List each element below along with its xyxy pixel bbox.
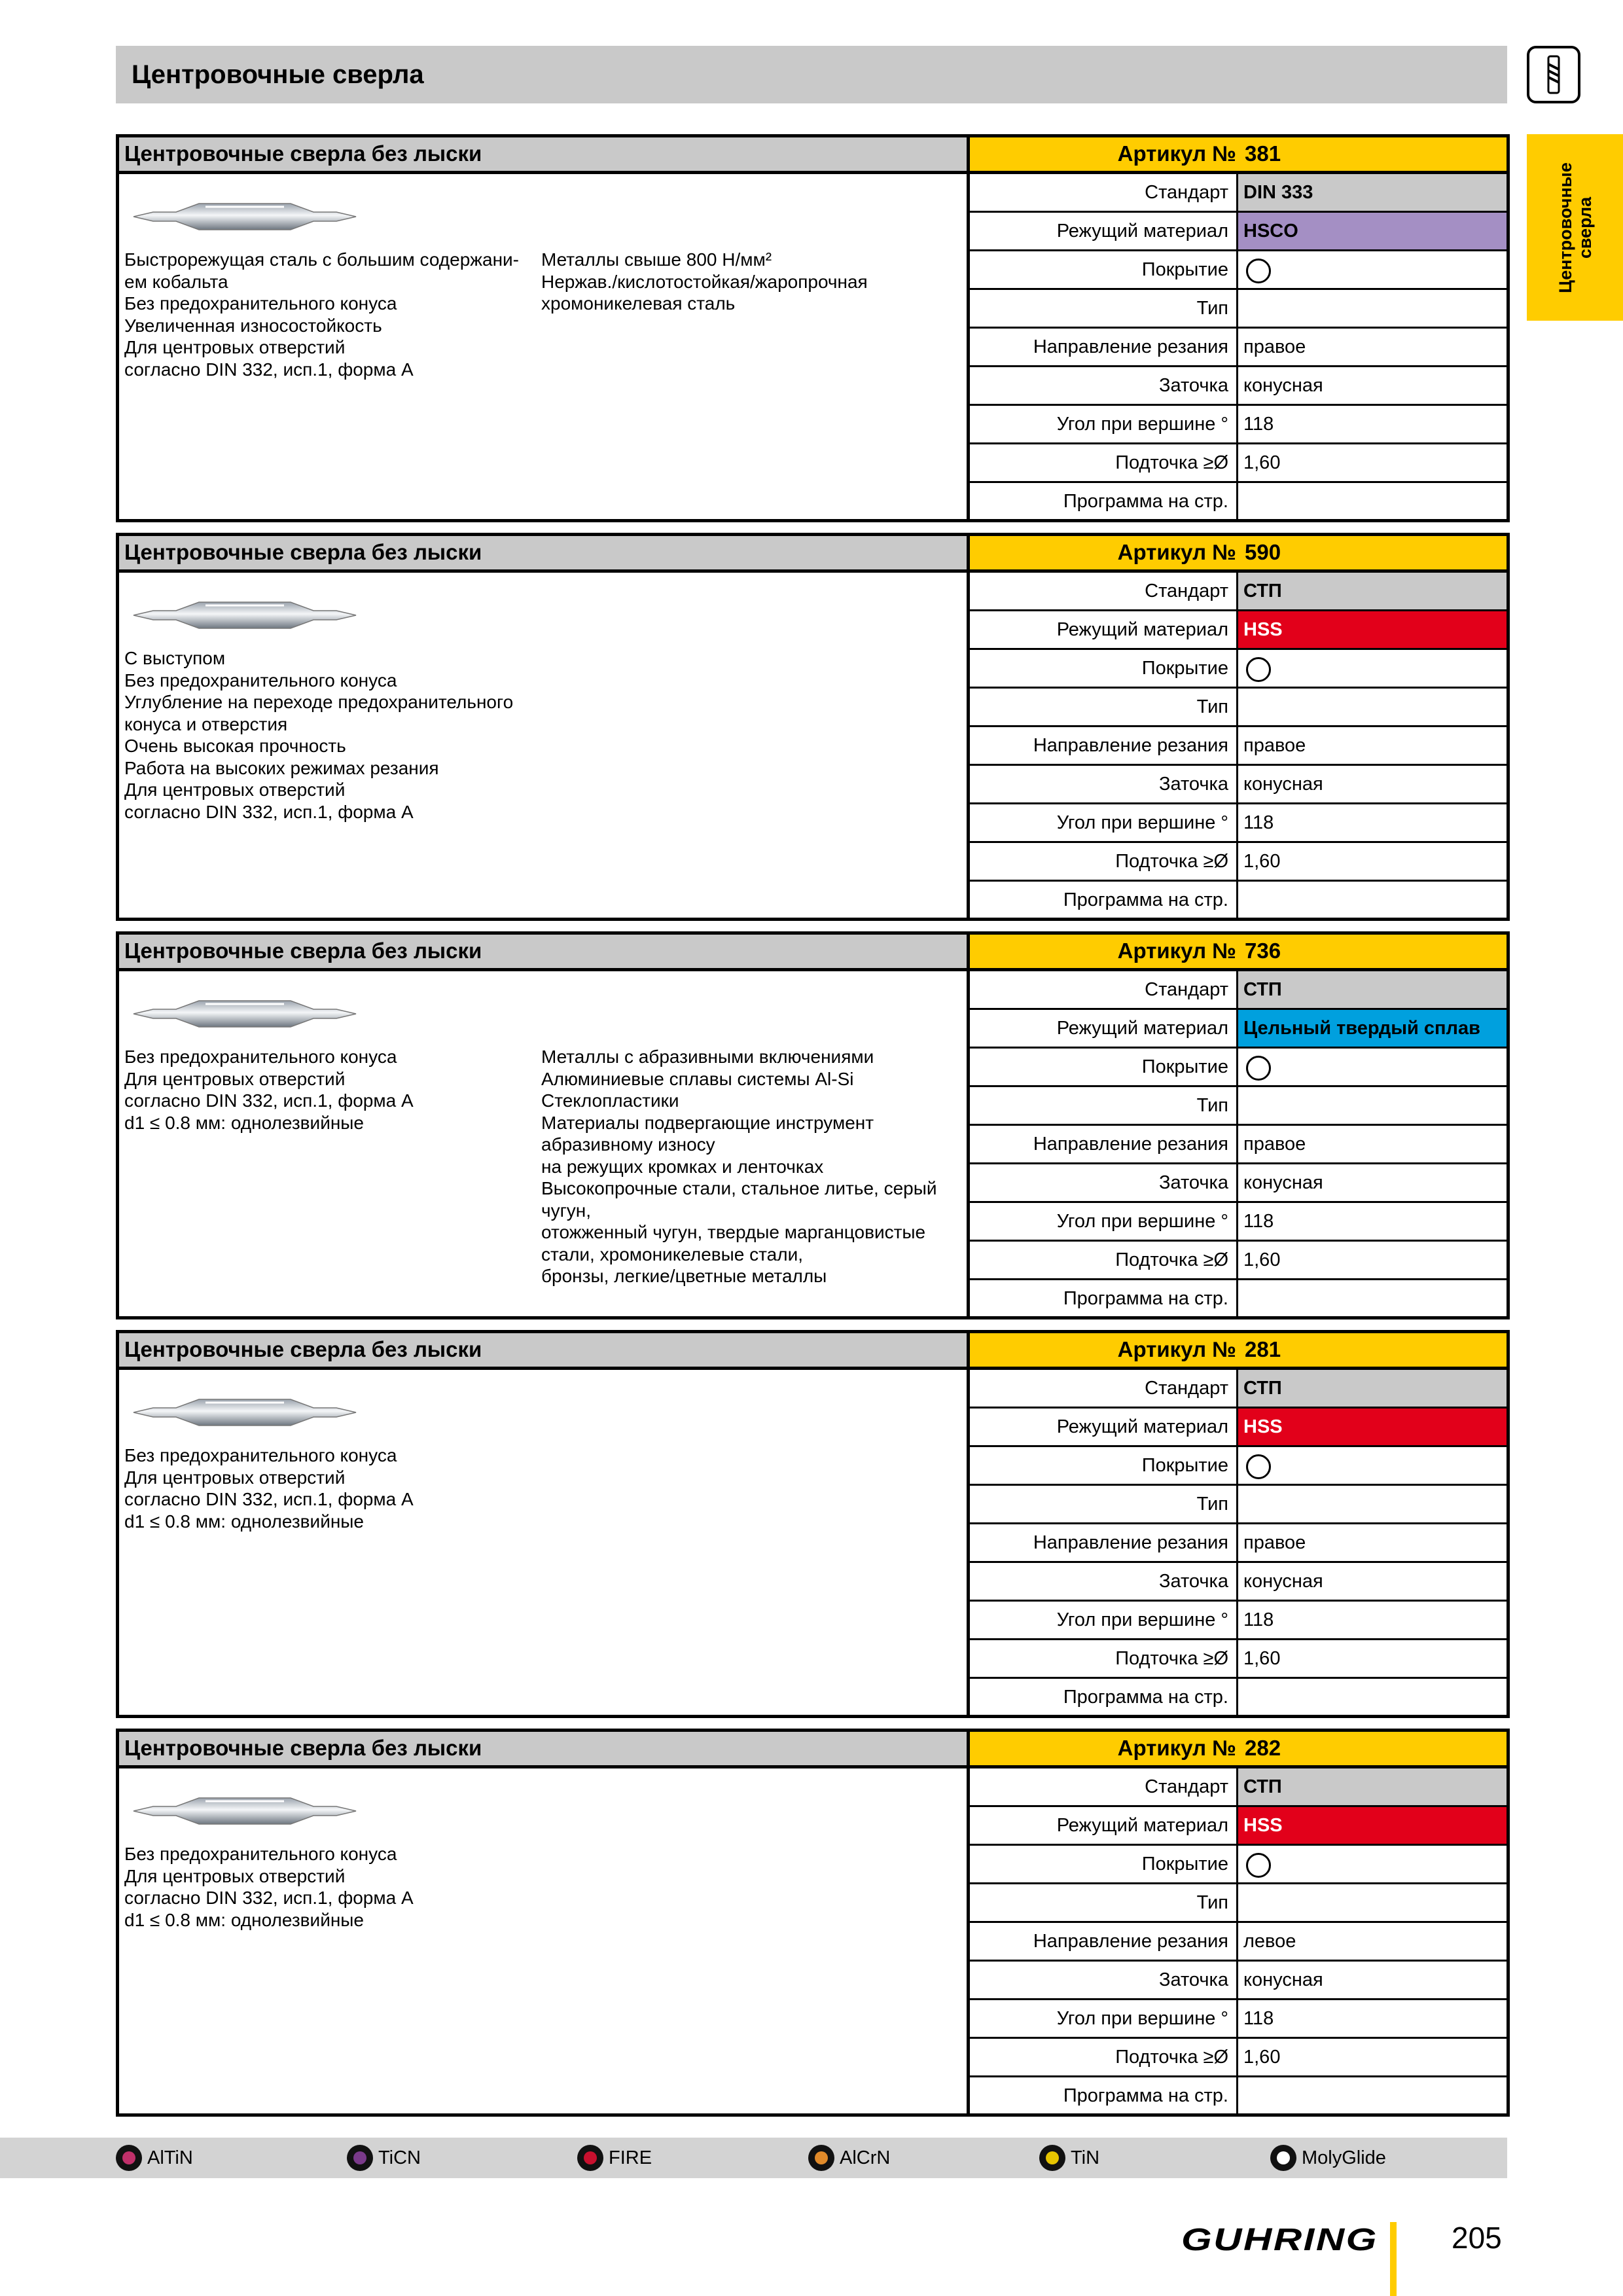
description-line: Металлы с абразивными включениями — [541, 1047, 874, 1067]
legend-label: TiCN — [378, 2147, 421, 2168]
spec-value: HSS — [1238, 1408, 1507, 1445]
spec-row-cutting-material — [970, 1408, 1507, 1447]
description-line: Алюминиевые сплавы системы Al-Si — [541, 1068, 854, 1089]
spec-value: 1,60 — [1243, 2047, 1281, 2068]
spec-value: СТП — [1238, 971, 1507, 1008]
description-line: согласно DIN 332, исп.1, форма A — [124, 1090, 414, 1111]
spec-label: Покрытие — [970, 650, 1238, 687]
description-line: Без предохранительного конуса — [124, 1047, 397, 1067]
spec-label: Программа на стр. — [970, 1679, 1238, 1717]
legend-item — [808, 2138, 890, 2178]
description-line: Нержав./кислотостойкая/жаропрочная — [541, 271, 868, 292]
uncoated-circle-icon — [1246, 1853, 1271, 1878]
spec-row-coating — [970, 1447, 1507, 1486]
spec-value: конусная — [1243, 1172, 1323, 1193]
section-title: Центровочные сверла без лыски — [119, 1333, 970, 1370]
spec-row-standard — [970, 573, 1507, 611]
spec-value: 1,60 — [1243, 452, 1281, 473]
spec-value: 118 — [1243, 812, 1274, 833]
spec-row-type — [970, 1486, 1507, 1524]
spec-value — [1238, 290, 1507, 327]
spec-row-angle — [970, 2000, 1507, 2039]
description-line: С выступом — [124, 648, 226, 668]
spec-row-angle — [970, 406, 1507, 444]
spec-label: Стандарт — [970, 174, 1238, 211]
spec-label: Покрытие — [970, 1049, 1238, 1085]
artikel-label: Артикул № — [1117, 540, 1236, 564]
artikel-cell — [970, 1732, 1507, 1768]
spec-table — [967, 1370, 1507, 1715]
section-title: Центровочные сверла без лыски — [119, 137, 970, 174]
center-drill-image — [127, 586, 363, 645]
spec-value: левое — [1243, 1931, 1296, 1952]
spec-value — [1238, 882, 1507, 920]
legend-item — [577, 2138, 652, 2178]
description-line: отожженный чугун, твердые марганцовистые — [541, 1222, 926, 1242]
center-drill-image — [127, 984, 363, 1043]
spec-value: конусная — [1243, 1969, 1323, 1990]
spec-label: Направление резания — [970, 1126, 1238, 1162]
spec-label: Покрытие — [970, 251, 1238, 288]
legend-item — [116, 2138, 193, 2178]
spec-label: Подточка ≥Ø — [970, 843, 1238, 880]
spec-value: HSCO — [1238, 213, 1507, 249]
spec-row-program — [970, 483, 1507, 522]
spec-row-direction — [970, 329, 1507, 367]
spec-value: 118 — [1243, 1609, 1274, 1630]
description-line: Углубление на переходе предохранительного — [124, 692, 514, 712]
spec-value: 118 — [1243, 414, 1274, 435]
spec-value: правое — [1243, 336, 1306, 357]
spec-value — [1238, 1447, 1507, 1484]
spec-row-direction — [970, 727, 1507, 766]
spec-label: Стандарт — [970, 1768, 1238, 1805]
artikel-label: Артикул № — [1117, 1736, 1236, 1760]
artikel-label: Артикул № — [1117, 939, 1236, 963]
description-line: ем кобальта — [124, 271, 228, 292]
tin-coating-icon — [1039, 2145, 1065, 2171]
spec-row-program — [970, 2077, 1507, 2116]
spec-value — [1238, 483, 1507, 522]
spec-table — [967, 1768, 1507, 2113]
legend-label: MolyGlide — [1302, 2147, 1386, 2168]
spec-label: Тип — [970, 1486, 1238, 1522]
spec-label: Тип — [970, 290, 1238, 327]
section-description — [119, 174, 967, 519]
description-line: хромоникелевая сталь — [541, 293, 736, 314]
page-title: Центровочные сверла — [132, 60, 424, 89]
spec-label: Направление резания — [970, 727, 1238, 764]
altin-coating-icon — [116, 2145, 142, 2171]
product-section — [116, 134, 1510, 522]
description-line: стали, хромоникелевые стали, — [541, 1244, 803, 1265]
spec-label: Режущий материал — [970, 1010, 1238, 1047]
spec-label: Угол при вершине ° — [970, 804, 1238, 841]
spec-label: Стандарт — [970, 573, 1238, 609]
artikel-number[interactable]: 736 — [1245, 939, 1281, 963]
side-tab[interactable] — [1527, 134, 1623, 321]
coating-legend — [0, 2138, 1507, 2178]
spec-row-type — [970, 1884, 1507, 1923]
center-drill-image — [127, 1383, 363, 1442]
spec-table — [967, 174, 1507, 519]
spec-value: конусная — [1243, 375, 1323, 396]
spec-value: Цельный твердый сплав — [1238, 1010, 1507, 1047]
description-left — [124, 647, 513, 823]
section-title: Центровочные сверла без лыски — [119, 536, 970, 573]
spec-label: Заточка — [970, 1164, 1238, 1201]
spec-row-standard — [970, 174, 1507, 213]
footer-divider — [1390, 2222, 1397, 2296]
spec-label: Стандарт — [970, 971, 1238, 1008]
spec-table — [967, 971, 1507, 1316]
spec-label: Режущий материал — [970, 611, 1238, 648]
spec-value — [1238, 1486, 1507, 1522]
spec-label: Покрытие — [970, 1447, 1238, 1484]
spec-value — [1238, 1280, 1507, 1319]
spec-label: Режущий материал — [970, 1408, 1238, 1445]
spec-row-program — [970, 1679, 1507, 1717]
spec-label: Тип — [970, 1884, 1238, 1921]
section-title: Центровочные сверла без лыски — [119, 935, 970, 971]
spec-label: Заточка — [970, 1962, 1238, 1998]
uncoated-circle-icon — [1246, 1056, 1271, 1081]
spec-row-coating — [970, 1049, 1507, 1087]
spec-row-coating — [970, 650, 1507, 689]
spec-row-standard — [970, 1370, 1507, 1408]
description-line: Быстрорежущая сталь с большим содержани- — [124, 249, 519, 270]
legend-label: TiN — [1071, 2147, 1100, 2168]
spec-value: правое — [1243, 735, 1306, 756]
description-line: конуса и отверстия — [124, 713, 288, 734]
description-line: бронзы, легкие/цветные металлы — [541, 1266, 827, 1286]
section-description — [119, 1768, 967, 2113]
spec-table — [967, 573, 1507, 918]
spec-label: Стандарт — [970, 1370, 1238, 1407]
description-line: Для центровых отверстий — [124, 337, 346, 357]
artikel-number[interactable]: 281 — [1245, 1337, 1281, 1361]
spec-value — [1238, 251, 1507, 288]
artikel-label: Артикул № — [1117, 141, 1236, 166]
spec-row-angle — [970, 804, 1507, 843]
spec-label: Направление резания — [970, 1923, 1238, 1960]
description-line: согласно DIN 332, исп.1, форма A — [124, 1489, 414, 1509]
spec-label: Программа на стр. — [970, 882, 1238, 920]
uncoated-circle-icon — [1246, 259, 1271, 283]
spec-label: Угол при вершине ° — [970, 2000, 1238, 2037]
spec-row-type — [970, 290, 1507, 329]
spec-row-direction — [970, 1923, 1507, 1962]
spec-row-subbore — [970, 444, 1507, 483]
description-left — [124, 1843, 414, 1931]
spec-label: Программа на стр. — [970, 2077, 1238, 2116]
spec-label: Заточка — [970, 1563, 1238, 1600]
spec-value: 118 — [1243, 2008, 1274, 2029]
spec-label: Подточка ≥Ø — [970, 444, 1238, 481]
spec-label: Подточка ≥Ø — [970, 2039, 1238, 2075]
product-section — [116, 1729, 1510, 2117]
spec-row-type — [970, 689, 1507, 727]
description-line: Для центровых отверстий — [124, 780, 346, 800]
spec-row-direction — [970, 1126, 1507, 1164]
spec-row-type — [970, 1087, 1507, 1126]
description-line: Стеклопластики — [541, 1090, 679, 1111]
spec-row-subbore — [970, 1242, 1507, 1280]
section-title: Центровочные сверла без лыски — [119, 1732, 970, 1768]
center-drill-image — [127, 1782, 363, 1840]
artikel-cell — [970, 935, 1507, 971]
legend-item — [1270, 2138, 1386, 2178]
legend-label: FIRE — [609, 2147, 652, 2168]
spec-row-coating — [970, 1846, 1507, 1884]
spec-label: Режущий материал — [970, 1807, 1238, 1844]
spec-value: СТП — [1238, 1768, 1507, 1805]
uncoated-circle-icon — [1246, 657, 1271, 682]
artikel-cell — [970, 536, 1507, 573]
artikel-label: Артикул № — [1117, 1337, 1236, 1361]
spec-value: конусная — [1243, 1571, 1323, 1592]
description-line: согласно DIN 332, исп.1, форма A — [124, 359, 414, 380]
fire-coating-icon — [577, 2145, 603, 2171]
drill-icon — [1527, 46, 1580, 103]
page-number: 205 — [1452, 2221, 1502, 2255]
spec-row-cutting-material — [970, 213, 1507, 251]
spec-label: Угол при вершине ° — [970, 406, 1238, 442]
spec-row-cutting-material — [970, 1010, 1507, 1049]
spec-row-subbore — [970, 2039, 1507, 2077]
legend-item — [1039, 2138, 1099, 2178]
description-left — [124, 1444, 414, 1532]
description-left — [124, 1046, 414, 1134]
legend-label: AlTiN — [147, 2147, 193, 2168]
spec-label: Покрытие — [970, 1846, 1238, 1882]
uncoated-circle-icon — [1246, 1454, 1271, 1479]
description-line: чугун, — [541, 1200, 592, 1221]
spec-value — [1238, 650, 1507, 687]
spec-label: Угол при вершине ° — [970, 1602, 1238, 1638]
spec-row-direction — [970, 1524, 1507, 1563]
product-section — [116, 931, 1510, 1319]
spec-value: СТП — [1238, 573, 1507, 609]
product-section — [116, 1330, 1510, 1718]
spec-label: Угол при вершине ° — [970, 1203, 1238, 1240]
spec-value: DIN 333 — [1238, 174, 1507, 211]
spec-value — [1238, 2077, 1507, 2116]
spec-value: СТП — [1238, 1370, 1507, 1407]
spec-value: правое — [1243, 1134, 1306, 1155]
spec-label: Заточка — [970, 367, 1238, 404]
spec-row-standard — [970, 1768, 1507, 1807]
spec-row-point — [970, 1962, 1507, 2000]
spec-row-standard — [970, 971, 1507, 1010]
spec-value: правое — [1243, 1532, 1306, 1553]
description-line: Без предохранительного конуса — [124, 1445, 397, 1465]
description-line: Без предохранительного конуса — [124, 670, 397, 691]
artikel-number[interactable]: 381 — [1245, 141, 1281, 166]
spec-label: Тип — [970, 689, 1238, 725]
legend-item — [347, 2138, 421, 2178]
section-description — [119, 573, 967, 918]
spec-row-point — [970, 766, 1507, 804]
spec-value: 1,60 — [1243, 1648, 1281, 1669]
spec-label: Подточка ≥Ø — [970, 1242, 1238, 1278]
ticn-coating-icon — [347, 2145, 373, 2171]
spec-label: Программа на стр. — [970, 1280, 1238, 1319]
spec-value — [1238, 1884, 1507, 1921]
description-line: Для центровых отверстий — [124, 1068, 346, 1089]
description-line: на режущих кромках и ленточках — [541, 1156, 824, 1177]
spec-row-coating — [970, 251, 1507, 290]
spec-value — [1238, 1846, 1507, 1882]
spec-value: HSS — [1238, 1807, 1507, 1844]
molyglide-coating-icon — [1270, 2145, 1296, 2171]
page-header — [116, 46, 1507, 103]
spec-value — [1238, 1049, 1507, 1085]
description-line: Металлы свыше 800 Н/мм² — [541, 249, 772, 270]
description-line: d1 ≤ 0.8 мм: однолезвийные — [124, 1511, 364, 1532]
spec-value: HSS — [1238, 611, 1507, 648]
spec-row-subbore — [970, 843, 1507, 882]
spec-value: 1,60 — [1243, 1249, 1281, 1270]
spec-value — [1238, 1087, 1507, 1124]
spec-row-point — [970, 1563, 1507, 1602]
artikel-cell — [970, 1333, 1507, 1370]
spec-label: Подточка ≥Ø — [970, 1640, 1238, 1677]
description-line: Для центровых отверстий — [124, 1865, 346, 1886]
spec-value: 118 — [1243, 1211, 1274, 1232]
spec-row-cutting-material — [970, 611, 1507, 650]
side-tab-label: Центровочные сверла — [1555, 162, 1595, 293]
spec-row-subbore — [970, 1640, 1507, 1679]
spec-row-program — [970, 882, 1507, 920]
description-line: Для центровых отверстий — [124, 1467, 346, 1488]
spec-label: Направление резания — [970, 329, 1238, 365]
section-description — [119, 1370, 967, 1715]
spec-label: Заточка — [970, 766, 1238, 802]
description-line: согласно DIN 332, исп.1, форма A — [124, 801, 414, 822]
spec-value: 1,60 — [1243, 851, 1281, 872]
description-line: d1 ≤ 0.8 мм: однолезвийные — [124, 1112, 364, 1133]
description-line: Увеличенная износостойкость — [124, 315, 382, 336]
description-right — [541, 1046, 937, 1287]
spec-label: Тип — [970, 1087, 1238, 1124]
spec-row-point — [970, 367, 1507, 406]
alcrn-coating-icon — [808, 2145, 834, 2171]
description-line: согласно DIN 332, исп.1, форма A — [124, 1888, 414, 1908]
description-line: Работа на высоких режимах резания — [124, 757, 439, 778]
spec-row-program — [970, 1280, 1507, 1319]
spec-value: конусная — [1243, 774, 1323, 795]
artikel-number[interactable]: 282 — [1245, 1736, 1281, 1760]
spec-row-point — [970, 1164, 1507, 1203]
description-line: d1 ≤ 0.8 мм: однолезвийные — [124, 1909, 364, 1930]
artikel-cell — [970, 137, 1507, 174]
center-drill-image — [127, 187, 363, 246]
artikel-number[interactable]: 590 — [1245, 540, 1281, 564]
description-right — [541, 249, 868, 315]
description-line: абразивному износу — [541, 1134, 715, 1155]
spec-label: Направление резания — [970, 1524, 1238, 1561]
description-line: Высокопрочные стали, стальное литье, серый — [541, 1178, 937, 1198]
spec-row-cutting-material — [970, 1807, 1507, 1846]
spec-row-angle — [970, 1203, 1507, 1242]
brand-logo: GUHRING — [1181, 2223, 1378, 2257]
spec-label: Программа на стр. — [970, 483, 1238, 522]
description-line: Очень высокая прочность — [124, 736, 346, 756]
spec-value — [1238, 689, 1507, 725]
description-line: Без предохранительного конуса — [124, 1844, 397, 1864]
spec-row-angle — [970, 1602, 1507, 1640]
section-description — [119, 971, 967, 1316]
spec-label: Режущий материал — [970, 213, 1238, 249]
product-section — [116, 533, 1510, 921]
description-left — [124, 249, 519, 380]
legend-label: AlCrN — [840, 2147, 891, 2168]
description-line: Без предохранительного конуса — [124, 293, 397, 314]
spec-value — [1238, 1679, 1507, 1717]
description-line: Материалы подвергающие инструмент — [541, 1112, 874, 1133]
